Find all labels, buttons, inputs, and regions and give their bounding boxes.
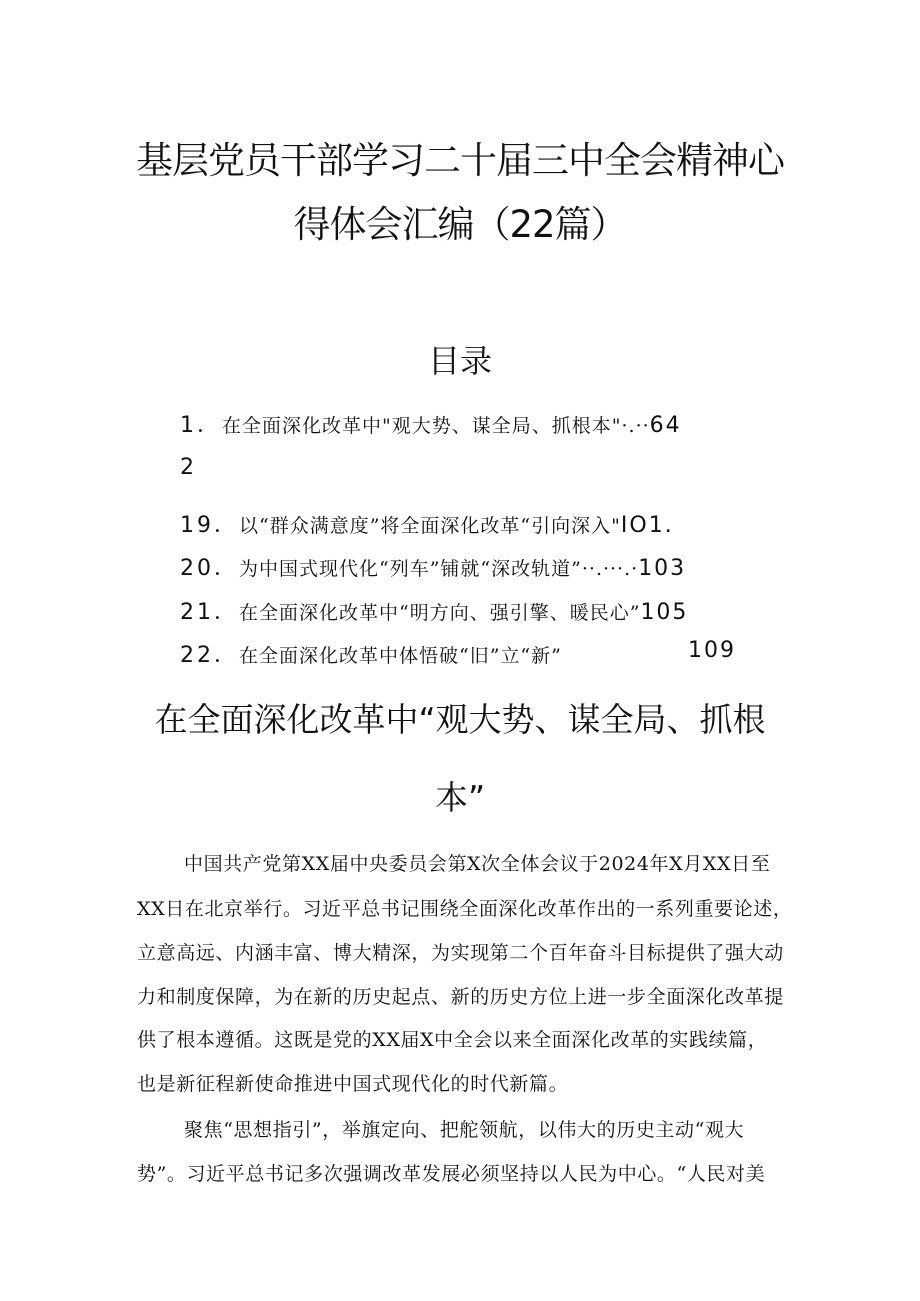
toc-entry-19[interactable] [180,508,674,539]
toc-entry-22[interactable] [180,638,562,669]
toc-entry-dots: ·.·· [621,415,650,437]
toc-entry-page: 109 [688,638,736,663]
article-line-1: 中国共产党第XX届中央委员会第X次全体会议于2024年X月XX日至 [184,853,771,875]
article-title-line-1: 在全面深化改革中“观大势、谋全局、抓根 [154,700,766,739]
toc-entry-page: 105 [640,600,689,625]
toc-entry-text: 在全面深化改革中体悟破“旧”立“新” [239,645,562,667]
toc-heading: 目录 [427,342,492,380]
toc-entry-page: 103 [638,556,687,581]
article-line-3: 立意高远、内涵丰富、博大精深，为实现第二个百年奋斗目标提供了强大动 [137,942,784,964]
article-line-7: 聚焦“思想指引”，举旗定向、把舵领航，以伟大的历史主动“观大 [184,1119,745,1141]
article-line-2: XX日在北京举行。习近平总书记围绕全面深化改革作出的一系列重要论述， [137,898,793,920]
toc-entry-text: 以“群众满意度”将全面深化改革“引向深入" [239,515,621,537]
document-title-line-1: 基层党员干部学习二十届三中全会精神心 [136,139,784,182]
article-title-line-2: 本” [434,778,486,817]
toc-entry-text: 在全面深化改革中“明方向、强引擎、暖民心” [239,602,641,624]
toc-entry-1[interactable] [180,408,682,439]
article-line-5: 供了根本遵循。这既是党的XX届X中全会以来全面深化改革的实践续篇， [137,1029,768,1051]
toc-entry-21[interactable] [180,595,688,626]
document-title-line-2: 得体会汇编（22篇） [293,203,627,246]
toc-entry-number: 19． [180,513,239,538]
toc-entry-number: 22． [180,643,239,668]
article-line-6: 也是新征程新使命推进中国式现代化的时代新篇。 [137,1073,569,1095]
toc-entry-number: 1． [180,413,222,438]
toc-entry-dots: ··.···.· [581,558,639,580]
toc-entry-text: 在全面深化改革中"观大势、谋全局、抓根本" [222,415,622,437]
toc-entry-20[interactable] [180,551,686,582]
toc-entry-page: 64 [649,413,682,438]
toc-entry-page: IO1. [620,513,674,538]
article-line-4: 力和制度保障，为在新的历史起点、新的历史方位上进一步全面深化改革提 [137,986,784,1008]
toc-entry-page-wrap: 2 [180,455,196,480]
toc-entry-number: 20． [180,556,239,581]
article-line-8: 势”。习近平总书记多次强调改革发展必须坚持以人民为中心。“人民对美 [137,1163,766,1185]
toc-entry-number: 21． [180,600,239,625]
toc-entry-text: 为中国式现代化“列车”铺就“深改轨道” [239,558,582,580]
